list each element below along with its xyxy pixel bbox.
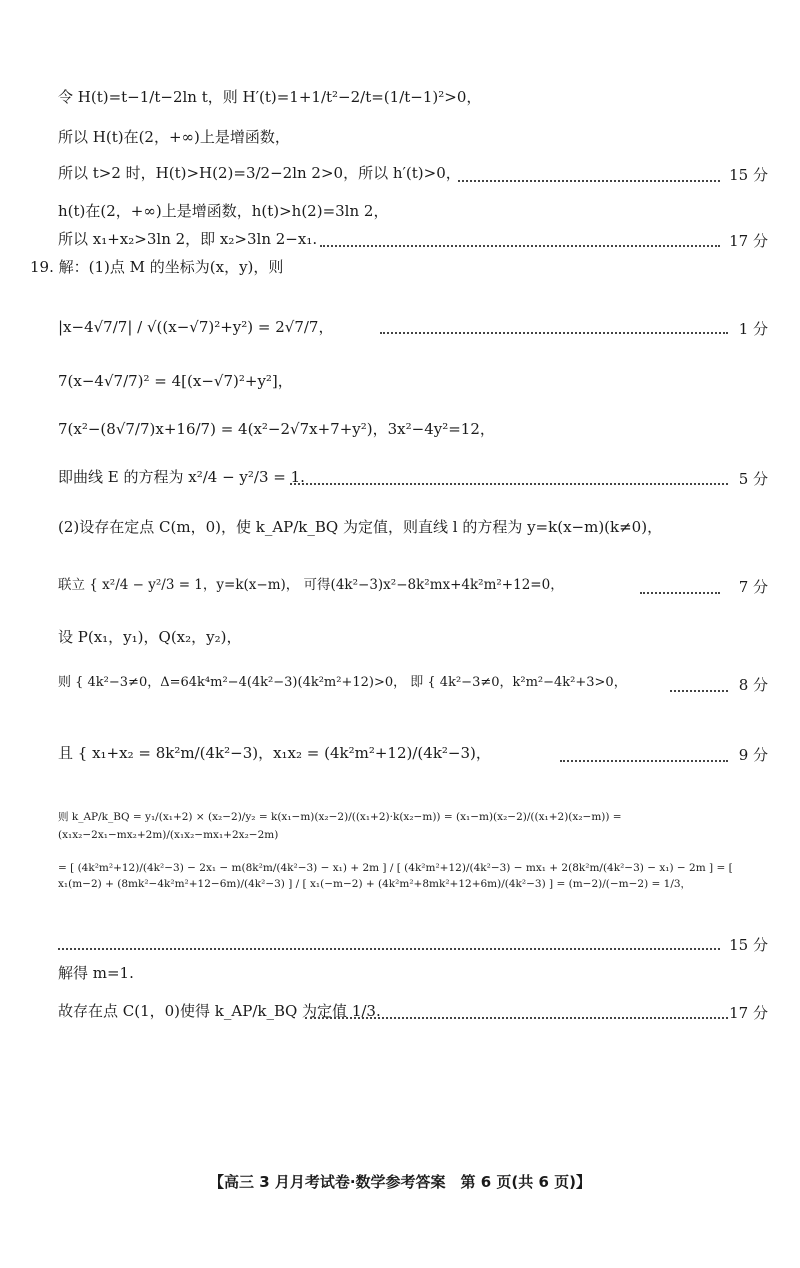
score-leader-dots [305,1017,728,1019]
score-label: 1 分 [738,320,768,338]
solution-line: 则 k_AP/k_BQ = y₁/(x₁+2) × (x₂−2)/y₂ = k(x₁−m)(x₂−2)/((x₁+2)·k(x₂−m)) = (x₁−m)(x₂−2)/((x₁+2)(x₂−m)) = (x₁x₂−2x₁−mx₂+2m)/(x₁x₂−mx₁+2x₂−2m) [58,811,622,841]
score-leader-dots [290,483,728,485]
solution-line: |x−4√7/7| / √((x−√7)²+y²) = 2√7/7， [58,318,334,336]
score-label: 17 分 [729,1004,768,1022]
solution-line: 且 { x₁+x₂ = 8k²m/(4k²−3)，x₁x₂ = (4k²m²+12)/(4k²−3)， [58,744,491,762]
score-leader-dots [458,180,720,182]
solution-line: h(t)在(2，+∞)上是增函数，h(t)>h(2)=3ln 2， [58,202,389,220]
score-leader-dots [58,948,720,950]
score-leader-dots [640,592,720,594]
score-label: 15 分 [729,936,768,954]
score-label: 9 分 [738,746,768,764]
page-footer: 【高三 3 月月考试卷·数学参考答案 第 6 页(共 6 页)】 [208,1173,592,1191]
solution-line: 7(x²−(8√7/7)x+16/7) = 4(x²−2√7x+7+y²)，3x²−4y²=12， [58,420,495,438]
score-label: 8 分 [738,676,768,694]
solution-line: 令 H(t)=t−1/t−2ln t，则 H′(t)=1+1/t²−2/t=(1/t−1)²>0， [58,88,482,106]
solution-line: 则 { 4k²−3≠0，Δ=64k⁴m²−4(4k²−3)(4k²m²+12)>0， 即 { 4k²−3≠0，k²m²−4k²+3>0， [58,675,627,690]
solution-line: 7(x−4√7/7)² = 4[(x−√7)²+y²]， [58,372,293,390]
score-leader-dots [320,245,720,247]
solution-line: 即曲线 E 的方程为 x²/4 − y²/3 = 1. [58,468,305,486]
score-label: 5 分 [738,470,768,488]
score-label: 17 分 [729,232,768,250]
solution-line: 所以 H(t)在(2，+∞)上是增函数， [58,128,290,146]
solution-line: 所以 x₁+x₂>3ln 2，即 x₂>3ln 2−x₁. [58,230,318,248]
score-label: 7 分 [738,578,768,596]
score-label: 15 分 [729,166,768,184]
score-leader-dots [670,690,728,692]
solution-line: = [ (4k²m²+12)/(4k²−3) − 2x₁ − m(8k²m/(4k²−3) − x₁) + 2m ] / [ (4k²m²+12)/(4k²−3) − mx₁ + 2(8k²m/(4k²−3) − x₁) − 2m ] = [ x₁(m−2) + (8mk²−4k²m²+12−6m)/(4k²−3) ] / [ x₁(−m−2) + (4k²m²+8mk²+12+6m)/(4k²−3) ] = (m−2)/(−m−2) = 1/3， [58,862,733,890]
score-leader-dots [380,332,728,334]
solution-line: 所以 t>2 时，H(t)>H(2)=3/2−2ln 2>0，所以 h′(t)>0， [58,164,461,182]
solution-line: 联立 { x²/4 − y²/3 = 1，y=k(x−m)， 可得(4k²−3)x²−8k²mx+4k²m²+12=0， [58,577,564,593]
solution-line: (2)设存在定点 C(m，0)，使 k_AP/k_BQ 为定值，则直线 l 的方程为 y=k(x−m)(k≠0)， [58,518,663,536]
solution-line: 设 P(x₁，y₁)，Q(x₂，y₂)， [58,628,242,646]
solution-line: 故存在点 C(1，0)使得 k_AP/k_BQ 为定值 1/3. [58,1002,381,1020]
question-19-heading: 19. 解：(1)点 M 的坐标为(x，y)，则 [30,258,284,276]
score-leader-dots [560,760,728,762]
solution-line: 解得 m=1. [58,964,134,982]
